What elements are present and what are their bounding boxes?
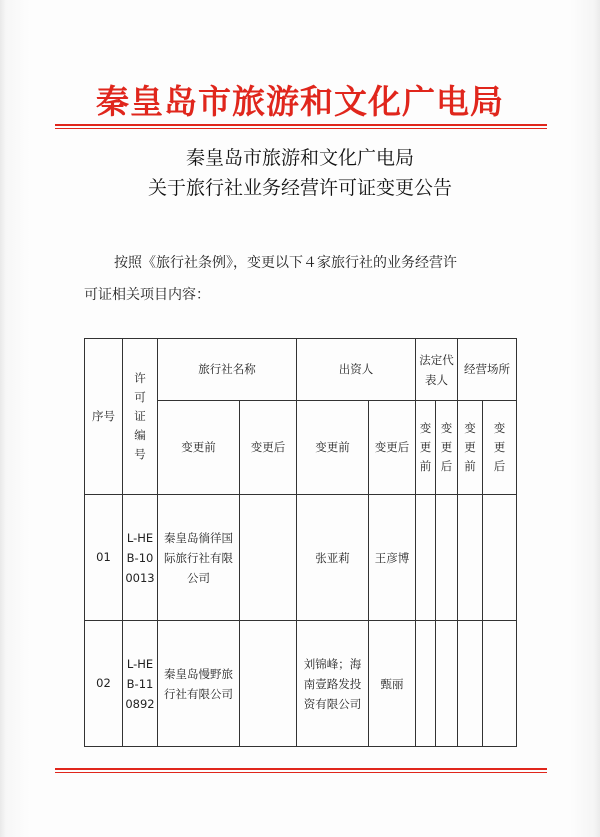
table-row [85,495,517,621]
header-investor: 出资人 [297,339,416,401]
body-paragraph-line2: 可证相关项目内容： [84,287,210,303]
letterhead-title: 秦皇岛市旅游和文化广电局 [96,82,504,121]
document-title-line1: 秦皇岛市旅游和文化广电局 [185,147,414,169]
header-agency-name: 旅行社名称 [158,339,297,401]
row-name-before: 秦皇岛慢野旅行社有限公司 [158,621,240,747]
header-investor-before: 变更前 [297,401,369,495]
row-legal-before [416,621,436,747]
header-name-after: 变更后 [240,401,297,495]
header-legal-rep: 法定代表人 [416,339,458,401]
row-name-before: 秦皇岛徜徉国际旅行社有限公司 [158,495,240,621]
letterhead-red-rule-thick [55,124,547,126]
header-legal-after: 变更后 [436,401,458,495]
row-legal-after [436,495,458,621]
document-title-line2: 关于旅行社业务经营许可证变更公告 [147,177,452,199]
header-name-before: 变更前 [158,401,240,495]
row-investor-after: 王彦博 [369,495,416,621]
header-premises: 经营场所 [458,339,517,401]
row-investor-before: 张亚莉 [297,495,369,621]
header-license-no: 许可证编号 [123,339,158,495]
change-table [84,338,517,747]
row-investor-before: 刘锦峰；海南壹路发投资有限公司 [297,621,369,747]
row-seq: 02 [85,621,123,747]
footer-red-rule-thin [55,772,547,773]
row-license-no: L-HEB-110892 [123,621,158,747]
body-paragraph-line1: 按照《旅行社条例》，变更以下４家旅行社的业务经营许 [114,255,457,271]
header-investor-after: 变更后 [369,401,416,495]
header-seq: 序号 [85,339,123,495]
table-row [85,621,517,747]
header-premises-before: 变更前 [458,401,483,495]
row-name-after [240,621,297,747]
letterhead-red-rule-thin [55,128,547,129]
header-legal-before: 变更前 [416,401,436,495]
row-legal-after [436,621,458,747]
row-premises-before [458,495,483,621]
row-premises-after [483,621,517,747]
row-premises-after [483,495,517,621]
row-investor-after: 甄丽 [369,621,416,747]
row-name-after [240,495,297,621]
footer-red-rule-thick [55,768,547,770]
row-legal-before [416,495,436,621]
row-premises-before [458,621,483,747]
row-seq: 01 [85,495,123,621]
row-license-no: L-HEB-100013 [123,495,158,621]
header-premises-after: 变更后 [483,401,517,495]
